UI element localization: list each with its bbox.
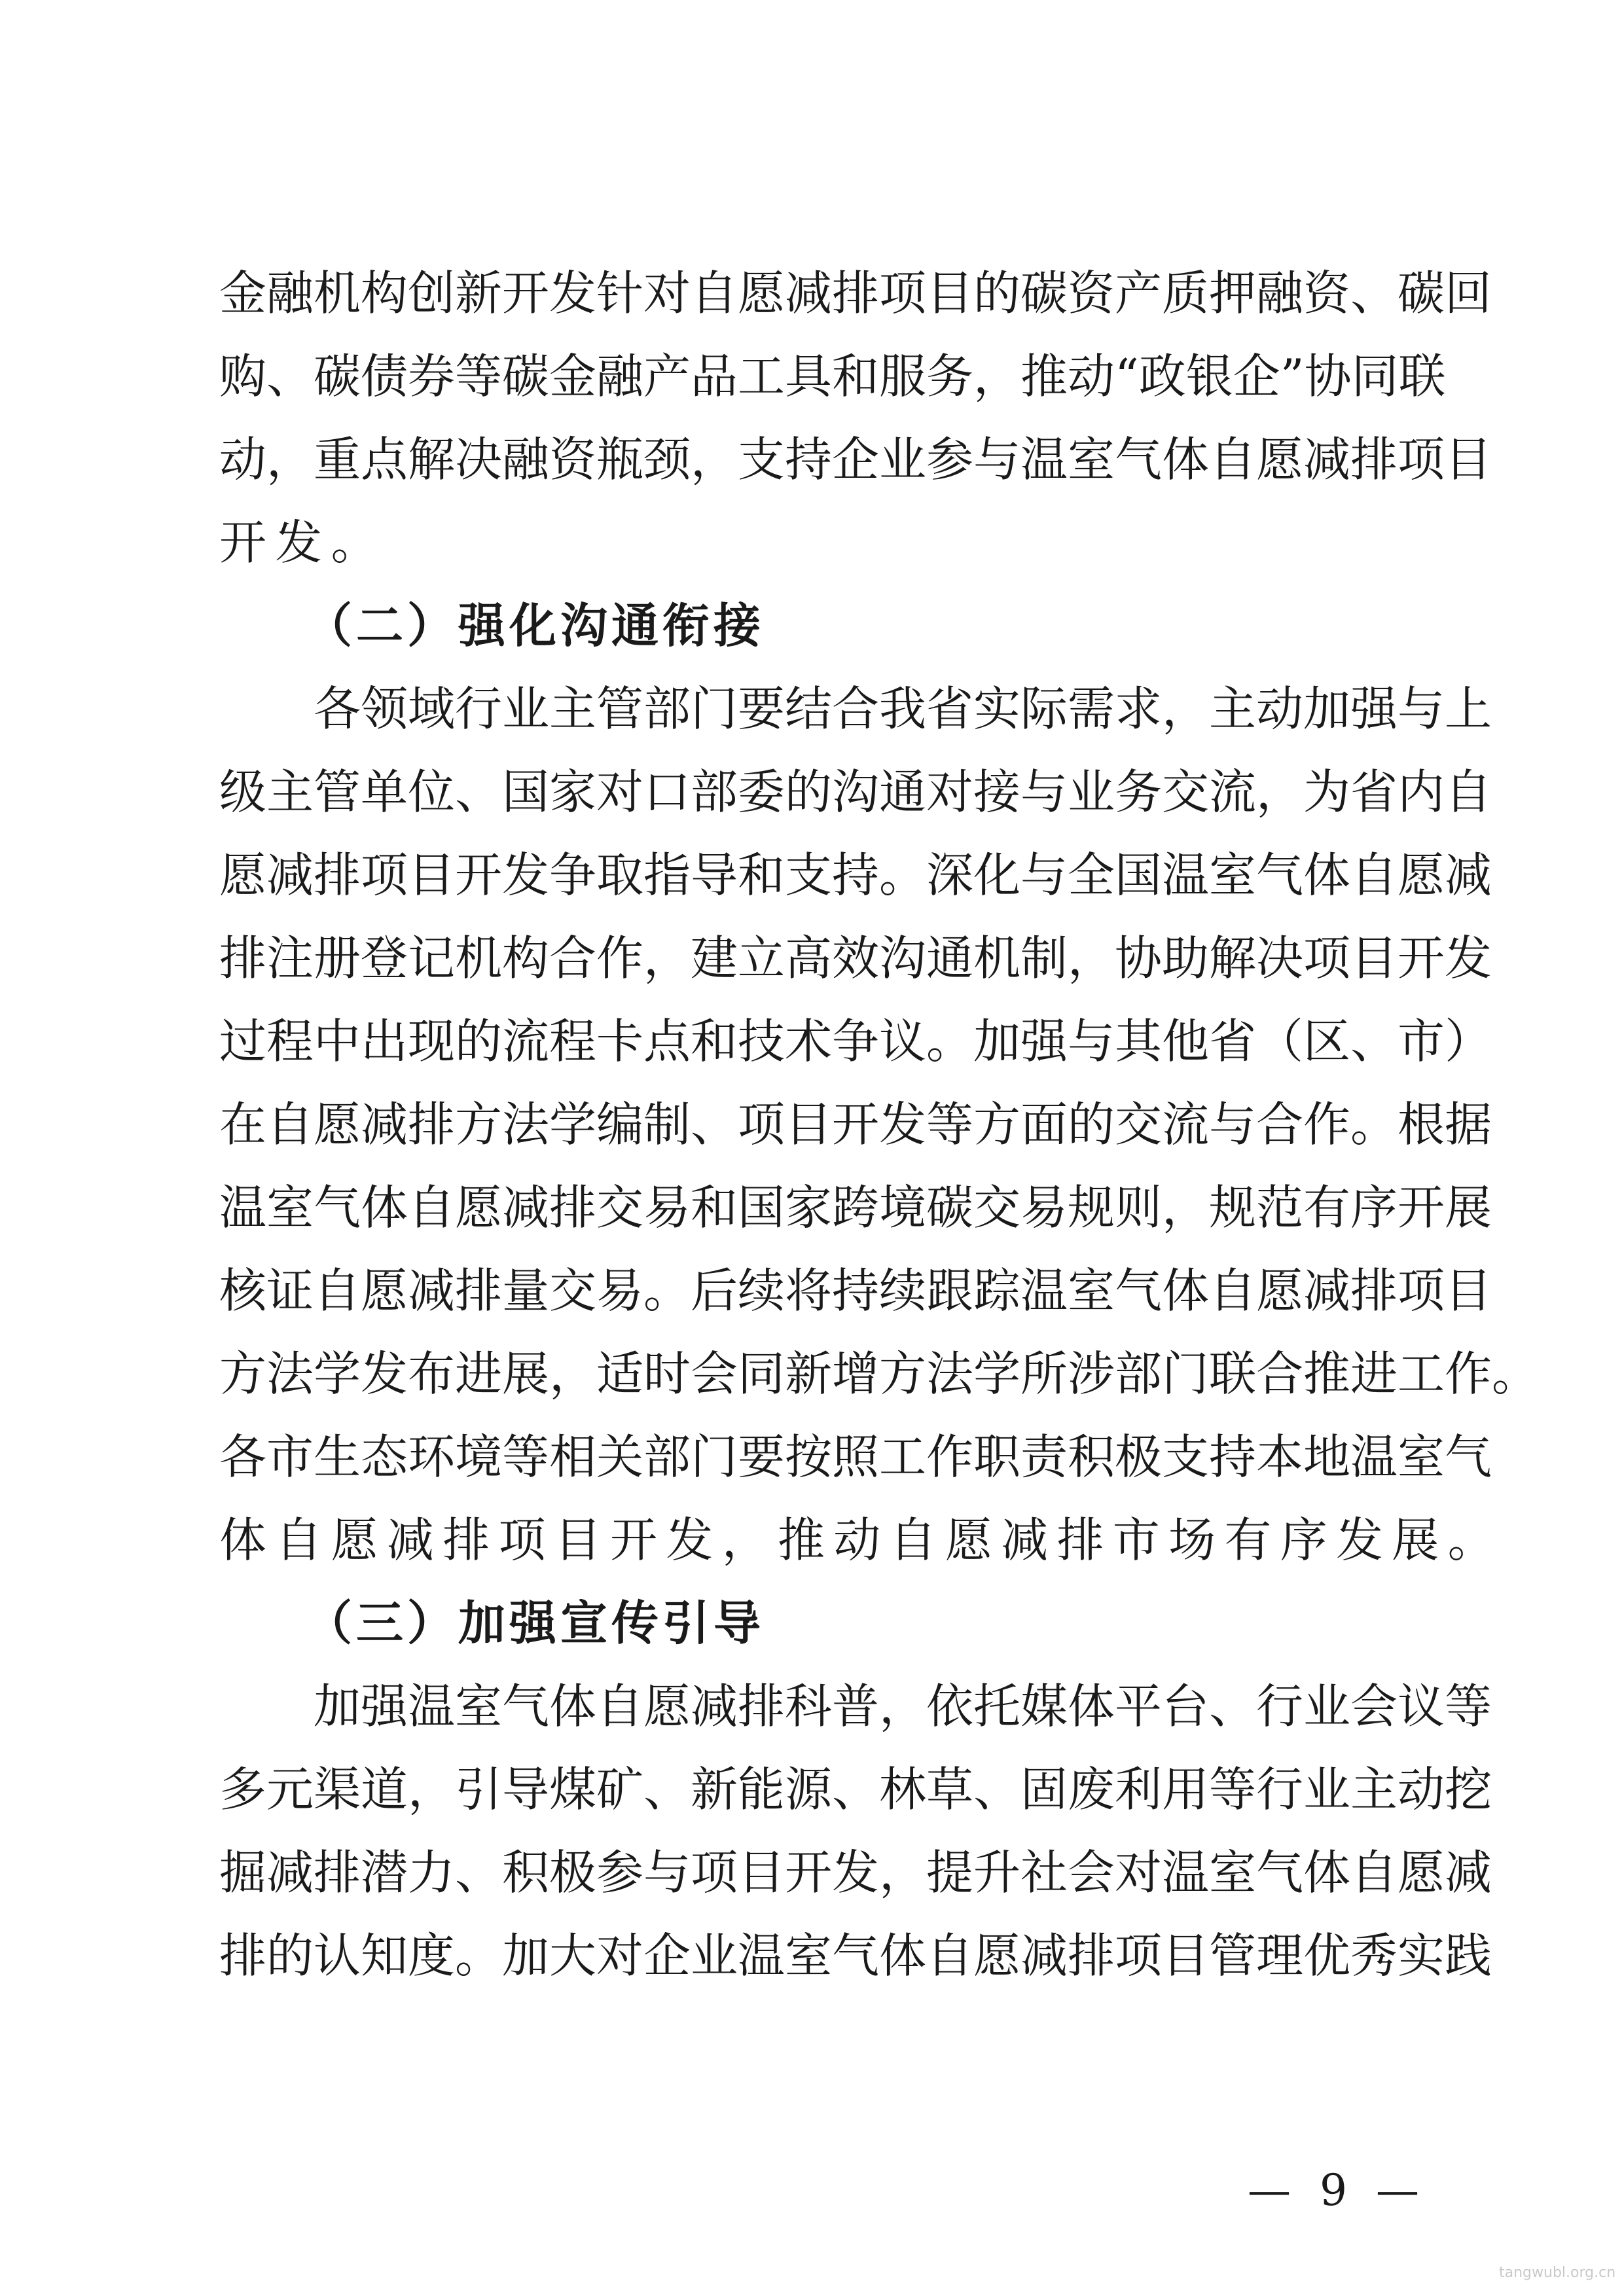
paragraph-1-line-2: 购、碳债券等碳金融产品工具和服务，推动“政银企”协同联	[219, 349, 1446, 404]
section-3-line-3: 掘减排潜力、积极参与项目开发，提升社会对温室气体自愿减	[219, 1845, 1492, 1900]
page-number-dash-left: —	[1248, 2165, 1291, 2215]
section-3-line-4: 排的认知度。加大对企业温室气体自愿减排项目管理优秀实践	[219, 1928, 1492, 1983]
section-2-line-11: 体自愿减排项目开发，推动自愿减排市场有序发展。	[219, 1513, 1504, 1568]
section-2-line-10: 各市生态环境等相关部门要按照工作职责积极支持本地温室气	[219, 1429, 1492, 1484]
section-2-line-9: 方法学发布进展，适时会同新增方法学所涉部门联合推进工作。	[219, 1346, 1540, 1401]
paragraph-1-line-4: 开发。	[219, 515, 387, 570]
section-3-line-1: 加强温室气体自愿减排科普，依托媒体平台、行业会议等	[314, 1679, 1492, 1734]
section-2-line-4: 排注册登记机构合作，建立高效沟通机制，协助解决项目开发	[219, 931, 1492, 986]
page-number	[1248, 2161, 1419, 2220]
section-3-line-2: 多元渠道，引导煤矿、新能源、林草、固废利用等行业主动挖	[219, 1762, 1492, 1817]
paragraph-1-line-1: 金融机构创新开发针对自愿减排项目的碳资产质押融资、碳回	[219, 266, 1492, 321]
page-number-value: 9	[1320, 2165, 1347, 2215]
section-2-line-8: 核证自愿减排量交易。后续将持续跟踪温室气体自愿减排项目	[219, 1263, 1492, 1318]
section-2-line-6: 在自愿减排方法学编制、项目开发等方面的交流与合作。根据	[219, 1097, 1492, 1152]
section-2-line-2: 级主管单位、国家对口部委的沟通对接与业务交流，为省内自	[219, 764, 1492, 819]
section-2-line-3: 愿减排项目开发争取指导和支持。深化与全国温室气体自愿减	[219, 848, 1492, 903]
section-2-line-1: 各领域行业主管部门要结合我省实际需求，主动加强与上	[314, 681, 1492, 736]
page-number-dash-right: —	[1376, 2165, 1419, 2215]
section-3-heading: （三）加强宣传引导	[305, 1595, 765, 1651]
watermark: tangwubl.org.cn	[1499, 2265, 1616, 2281]
section-2-line-5: 过程中出现的流程卡点和技术争议。加强与其他省（区、市）	[219, 1014, 1492, 1069]
paragraph-1-line-3: 动，重点解决融资瓶颈，支持企业参与温室气体自愿减排项目	[219, 432, 1492, 487]
section-2-heading: （二）强化沟通衔接	[305, 598, 765, 653]
section-2-line-7: 温室气体自愿减排交易和国家跨境碳交易规则，规范有序开展	[219, 1180, 1492, 1235]
